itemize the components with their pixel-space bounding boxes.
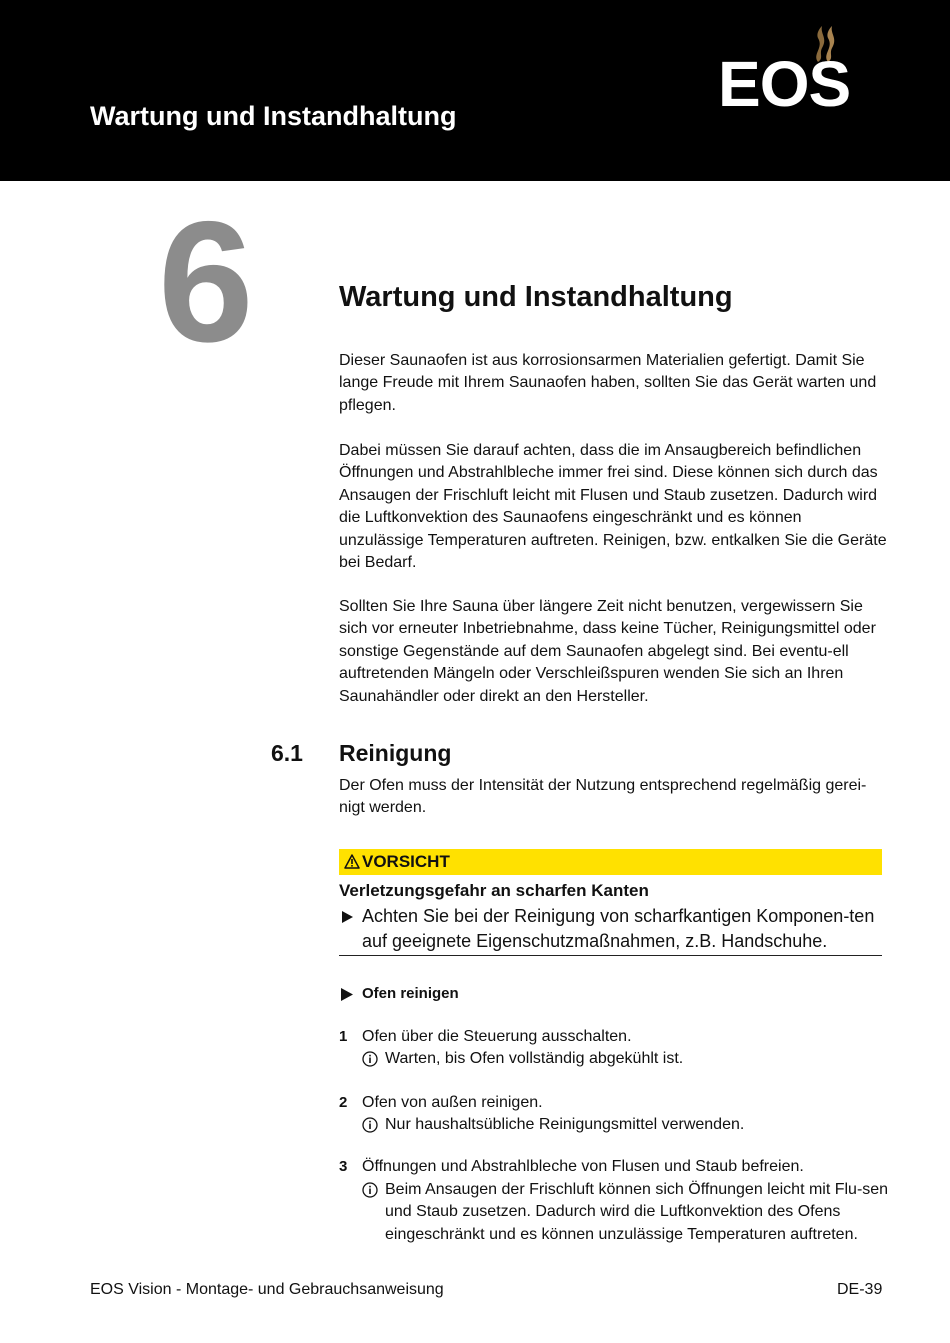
warning-bar — [339, 849, 882, 875]
section-title: Reinigung — [339, 740, 452, 766]
warning-label: VORSICHT — [362, 852, 450, 871]
section-intro: Der Ofen muss der Intensität der Nutzung entsprechend regelmäßig gerei-nigt werden. — [339, 777, 867, 817]
step-info-text: Warten, bis Ofen vollständig abgekühlt ist. — [385, 1050, 684, 1067]
header-title: Wartung und Instandhaltung — [90, 101, 457, 131]
info-icon — [362, 1051, 378, 1067]
triangle-arrow-icon — [341, 910, 354, 924]
paragraph-intro: Dieser Saunaofen ist aus korrosionsarmen Materialien gefertigt. Damit Sie lange Freude mit Ihrem Saunaofen haben, sollten Sie das Gerät warten und pflegen. — [339, 352, 877, 414]
chapter-title: Wartung und Instandhaltung — [339, 281, 733, 313]
info-icon — [362, 1182, 378, 1198]
step-text: Ofen von außen reinigen. — [362, 1094, 543, 1111]
footer-document-title: EOS Vision - Montage- und Gebrauchsanweisung — [90, 1281, 444, 1298]
triangle-arrow-icon — [340, 987, 354, 1002]
warning-triangle-icon — [344, 854, 360, 869]
footer-page-number: DE-39 — [837, 1281, 883, 1298]
step-text: Öffnungen und Abstrahlbleche von Flusen und Staub befreien. — [362, 1158, 804, 1175]
step-info-text: Beim Ansaugen der Frischluft können sich Öffnungen leicht mit Flu-sen und Staub zusetzen. Dadurch wird die Luftkonvektion des Ofens eingeschränkt und es können unzulässige Temperaturen auftreten. — [385, 1181, 889, 1243]
step-info — [362, 1179, 892, 1246]
logo-text: EOS — [718, 48, 851, 120]
eos-logo — [718, 24, 884, 120]
chapter-number: 6 — [158, 186, 254, 378]
step-info — [362, 1114, 892, 1136]
step-text: Ofen über die Steuerung ausschalten. — [362, 1028, 632, 1045]
info-icon — [362, 1117, 378, 1133]
section-number: 6.1 — [271, 740, 303, 766]
page-header — [0, 0, 950, 181]
paragraph-storage: Sollten Sie Ihre Sauna über längere Zeit nicht benutzen, vergewissern Sie sich vor erneuter Inbetriebnahme, dass keine Tücher, Reinigungsmittel oder sonstige Gegenstände auf dem Saunaofen abgelegt sind. Bei eventu-ell auftretenden Mängeln oder Verschleißspuren wenden Sie sich an Ihren Saunahändler oder direkt an den Hersteller. — [339, 598, 876, 705]
paragraph-maintenance: Dabei müssen Sie darauf achten, dass die im Ansaugbereich befindlichen Öffnungen und Abstrahlbleche immer frei sind. Diese können sich durch das Ansaugen der Frischluft leicht mit Flusen und Staub zusetzen. Dadurch wird die Luftkonvektion des Saunaofens eingeschränkt und es können unzulässige Temperaturen auftreten. Reinigen, bzw. entkalken Sie die Geräte bei Bedarf. — [339, 442, 887, 572]
step-number: 3 — [339, 1158, 348, 1175]
warning-heading: Verletzungsgefahr an scharfen Kanten — [339, 881, 649, 900]
step-number: 2 — [339, 1094, 348, 1111]
step-info-text: Nur haushaltsübliche Reinigungsmittel verwenden. — [385, 1116, 745, 1133]
procedure-title: Ofen reinigen — [362, 985, 459, 1002]
step-info — [362, 1048, 892, 1070]
warning-instruction: Achten Sie bei der Reinigung von scharfkantigen Komponen-ten auf geeignete Eigenschutzmaßnahmen, z.B. Handschuhe. — [362, 906, 875, 951]
warning-divider — [339, 955, 882, 956]
step-number: 1 — [339, 1028, 348, 1045]
